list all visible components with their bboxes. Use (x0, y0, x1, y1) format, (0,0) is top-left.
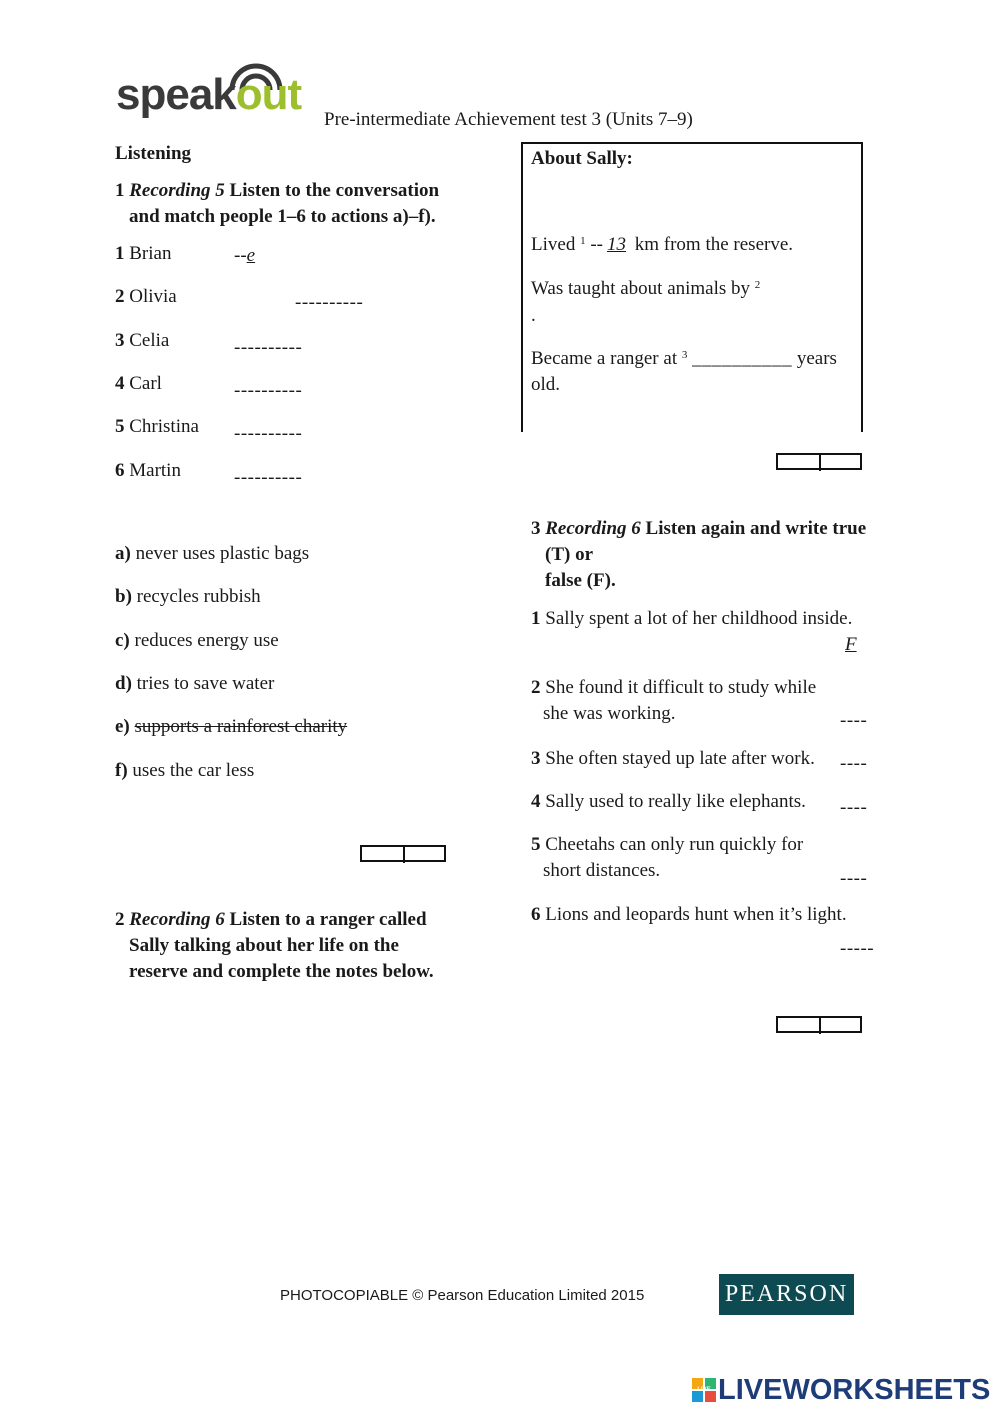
action-letter: e) (115, 716, 130, 737)
tf-answer-2[interactable]: ---- (840, 710, 868, 731)
note1-pre: Lived (531, 234, 576, 255)
people-number: 3 (115, 330, 125, 351)
pearson-logo: PEARSON (719, 1274, 854, 1315)
tf-answer-1[interactable] (839, 632, 861, 658)
tf-answer-4[interactable]: ---- (840, 797, 868, 818)
tf-number: 4 (531, 791, 541, 812)
tf-text: Sally spent a lot of her childhood inside. (545, 608, 853, 629)
section2-instruction (115, 907, 495, 985)
note3-post2: old. (531, 374, 561, 395)
answer-field-4[interactable]: ---------- (234, 380, 303, 401)
tf-item-1 (531, 606, 852, 632)
tf-item-3 (531, 746, 815, 772)
liveworksheets-icon-label: LIVE (697, 1387, 711, 1393)
tf-text: She found it difficult to study while (545, 677, 817, 698)
action-item-c (115, 628, 279, 654)
action-letter: b) (115, 586, 132, 607)
tf-item-2 (531, 675, 851, 727)
people-number: 2 (115, 286, 125, 307)
people-item-6 (115, 458, 181, 484)
tf-item-6 (531, 902, 847, 928)
score-box-3 (776, 1016, 862, 1033)
score-box-2 (776, 453, 862, 470)
copyright-notice: PHOTOCOPIABLE © Pearson Education Limited 2015 (280, 1287, 645, 1304)
people-item-5 (115, 414, 199, 440)
sally-note-2 (531, 276, 760, 302)
tf-answer-6[interactable]: ----- (840, 938, 875, 959)
tf-text: Cheetahs can only run quickly for (545, 834, 804, 855)
note3-pre: Became a ranger at (531, 348, 678, 369)
action-text: reduces energy use (134, 630, 279, 651)
answer-field-1[interactable] (234, 243, 261, 269)
tf-text-line2: she was working. (543, 703, 676, 724)
section2-recording: Recording 6 (129, 909, 225, 930)
about-sally-title: About Sally: (531, 148, 633, 169)
people-number: 1 (115, 243, 125, 264)
people-number: 4 (115, 373, 125, 394)
action-text: uses the car less (132, 760, 255, 781)
people-name: Brian (129, 243, 172, 264)
people-item-1 (115, 241, 171, 267)
section3-instruction (531, 516, 901, 594)
people-name: Christina (129, 416, 199, 437)
liveworksheets-icon (692, 1378, 716, 1402)
liveworksheets-text: LIVEWORKSHEETS (718, 1374, 991, 1406)
section3-recording: Recording 6 (545, 518, 641, 539)
tf-number: 3 (531, 748, 541, 769)
action-letter: d) (115, 673, 132, 694)
section3-instruction-line1: Listen again and write true (645, 518, 867, 539)
tf-number: 5 (531, 834, 541, 855)
section3-number: 3 (531, 518, 541, 539)
answer-field-6[interactable]: ---------- (234, 467, 303, 488)
listening-heading: Listening (115, 143, 192, 164)
tf-text-line2: short distances. (543, 860, 661, 881)
action-text: never uses plastic bags (135, 543, 310, 564)
action-text: recycles rubbish (136, 586, 261, 607)
action-item-d (115, 671, 274, 697)
tf-text: Lions and leopards hunt when it’s light. (545, 904, 847, 925)
section3-instruction-line2: (T) or (545, 544, 594, 565)
tf-item-5 (531, 832, 851, 884)
section1-instruction-line1: Listen to the conversation (229, 180, 440, 201)
section2-instruction-line3: reserve and complete the notes below. (129, 961, 434, 982)
people-name: Carl (129, 373, 162, 394)
answer-field-5[interactable]: ---------- (234, 423, 303, 444)
answer-prefix: -- (234, 245, 247, 266)
note1-post: km from the reserve. (634, 234, 794, 255)
section1-number: 1 (115, 180, 125, 201)
people-name: Olivia (129, 286, 177, 307)
section1-instruction (115, 178, 495, 230)
logo-speak-text: speak (116, 70, 236, 119)
action-letter: a) (115, 543, 131, 564)
note1-answer: 13 (606, 234, 626, 255)
people-name: Celia (129, 330, 170, 351)
section2-number: 2 (115, 909, 125, 930)
liveworksheets-logo (692, 1376, 992, 1406)
note1-sup: 1 (580, 235, 586, 247)
action-item-f (115, 758, 254, 784)
section1-recording: Recording 5 (129, 180, 225, 201)
note3-answer-field[interactable]: __________ (692, 348, 793, 369)
people-number: 6 (115, 460, 125, 481)
test-title: Pre-intermediate Achievement test 3 (Units 7–9) (324, 109, 693, 130)
note1-answer-field[interactable] (590, 234, 630, 255)
note3-sup: 3 (681, 349, 688, 361)
tf-number: 6 (531, 904, 541, 925)
action-text: tries to save water (136, 673, 275, 694)
answer-field-3[interactable]: ---------- (234, 337, 303, 358)
section2-instruction-line1: Listen to a ranger called (229, 909, 427, 930)
action-letter: c) (115, 630, 130, 651)
note2-sup: 2 (754, 279, 761, 291)
section2-instruction-line2: Sally talking about her life on the (129, 935, 399, 956)
section3-instruction-line3: false (F). (545, 570, 616, 591)
action-item-e (115, 714, 347, 740)
people-item-4 (115, 371, 162, 397)
sally-note-3 (531, 346, 841, 398)
note1-prefix: -- (590, 234, 603, 255)
note2-answer-field[interactable]: . (531, 305, 536, 326)
note2-pre: Was taught about animals by (531, 278, 751, 299)
action-item-b (115, 584, 261, 610)
tf-text: Sally used to really like elephants. (545, 791, 806, 812)
tf-number: 2 (531, 677, 541, 698)
people-item-3 (115, 328, 169, 354)
tf-text: She often stayed up late after work. (545, 748, 815, 769)
speakout-logo (116, 62, 316, 124)
section1-instruction-line2: and match people 1–6 to actions a)–f). (129, 206, 436, 227)
tf-answer-5[interactable]: ---- (840, 868, 868, 889)
action-letter: f) (115, 760, 128, 781)
action-item-a (115, 541, 309, 567)
action-text: supports a rainforest charity (134, 716, 348, 737)
answer-value: e (246, 245, 256, 266)
tf-answer-3[interactable]: ---- (840, 753, 868, 774)
sally-note-1 (531, 232, 793, 258)
tf-answer-value: F (845, 634, 857, 655)
note3-post1: years (796, 348, 837, 369)
score-box-1 (360, 845, 446, 862)
tf-number: 1 (531, 608, 541, 629)
tf-item-4 (531, 789, 806, 815)
answer-field-2[interactable]: ---------- (295, 292, 364, 313)
people-name: Martin (129, 460, 181, 481)
people-item-2 (115, 284, 177, 310)
logo-out-text: out (235, 70, 302, 119)
people-number: 5 (115, 416, 125, 437)
